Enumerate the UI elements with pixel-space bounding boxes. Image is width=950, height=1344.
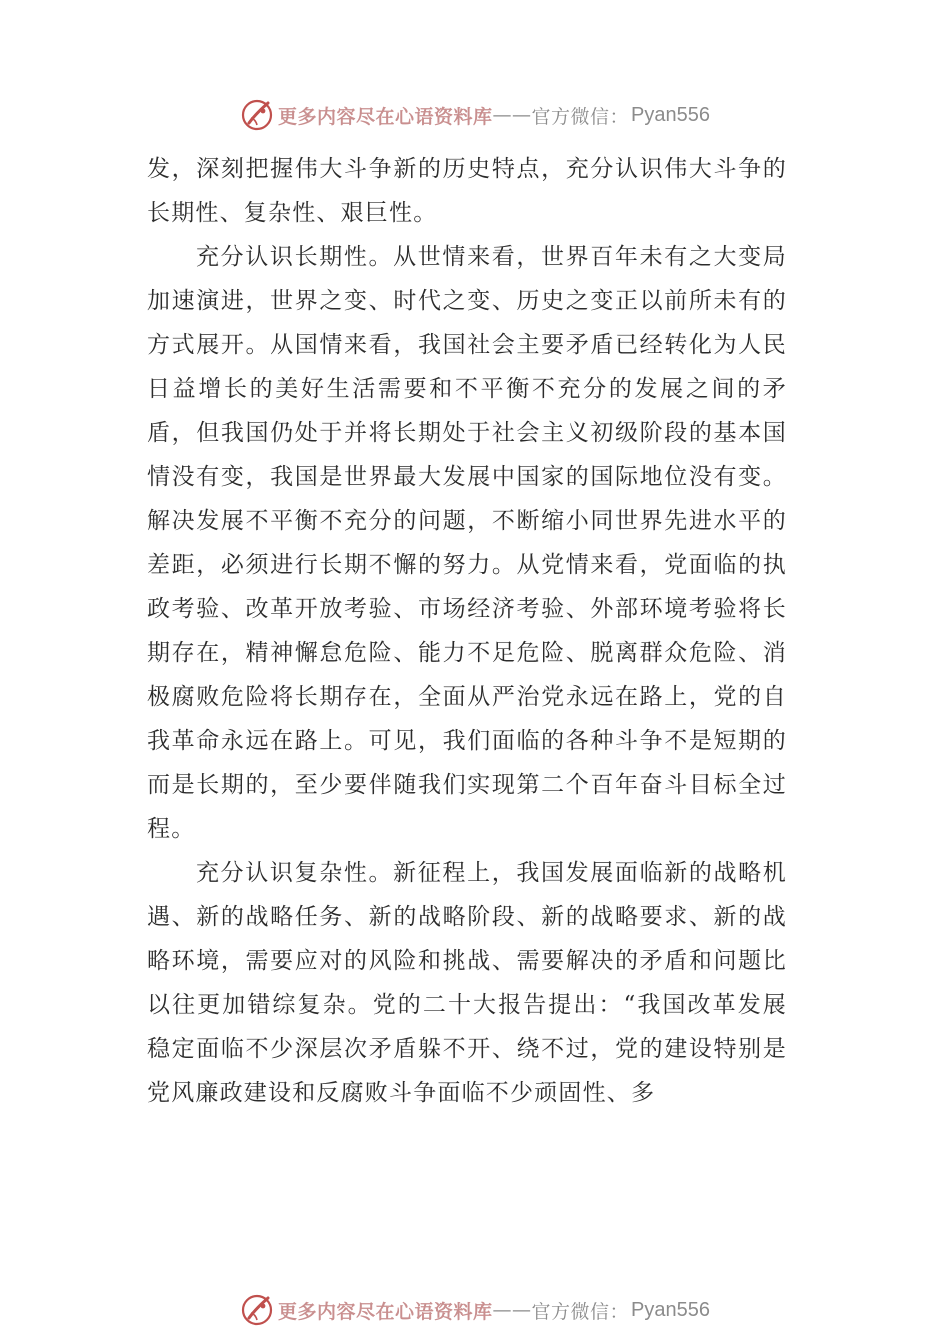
watermark-wechat-label: 官方微信： [531,105,630,128]
footer-watermark-inner [240,1293,710,1327]
watermark-dash: —— [492,104,532,126]
header-watermark-banner [0,95,950,135]
watermark-wechat-label: 官方微信： [531,1300,630,1323]
watermark-dash: —— [492,1299,532,1321]
brand-logo-icon [240,98,274,132]
document-body [147,147,787,1115]
watermark-wechat-id: Pyan556 [631,1298,710,1321]
watermark-wechat-id: Pyan556 [631,103,710,126]
brand-logo-icon [240,1293,274,1327]
watermark-library-text: 更多内容尽在心语资料库 [278,105,493,128]
header-watermark-inner [240,98,710,132]
paragraph-continuation: 发，深刻把握伟大斗争新的历史特点，充分认识伟大斗争的长期性、复杂性、艰巨性。 [147,156,787,226]
watermark-library-text: 更多内容尽在心语资料库 [278,1300,493,1323]
paragraph-long-term: 充分认识长期性。从世情来看，世界百年未有之大变局加速演进，世界之变、时代之变、历史之变正以前所未有的方式展开。从国情来看，我国社会主要矛盾已经转化为人民日益增长的美好生活需要和不平衡不充分的发展之间的矛盾，但我国仍处于并将长期处于社会主义初级阶段的基本国情没有变，我国是世界最大发展中国家的国际地位没有变。解决发展不平衡不充分的问题，不断缩小同世界先进水平的差距，必须进行长期不懈的努力。从党情来看，党面临的执政考验、改革开放考验、市场经济考验、外部环境考验将长期存在，精神懈怠危险、能力不足危险、脱离群众危险、消极腐败危险将长期存在，全面从严治党永远在路上，党的自我革命永远在路上。可见，我们面临的各种斗争不是短期的而是长期的，至少要伴随我们实现第二个百年奋斗目标全过程。 [147,244,787,842]
footer-watermark-banner [0,1290,950,1330]
paragraph-complexity: 充分认识复杂性。新征程上，我国发展面临新的战略机遇、新的战略任务、新的战略阶段、新的战略要求、新的战略环境，需要应对的风险和挑战、需要解决的矛盾和问题比以往更加错综复杂。党的二十大报告提出：“我国改革发展稳定面临不少深层次矛盾躲不开、绕不过，党的建设特别是党风廉政建设和反腐败斗争面临不少顽固性、多 [147,860,787,1106]
